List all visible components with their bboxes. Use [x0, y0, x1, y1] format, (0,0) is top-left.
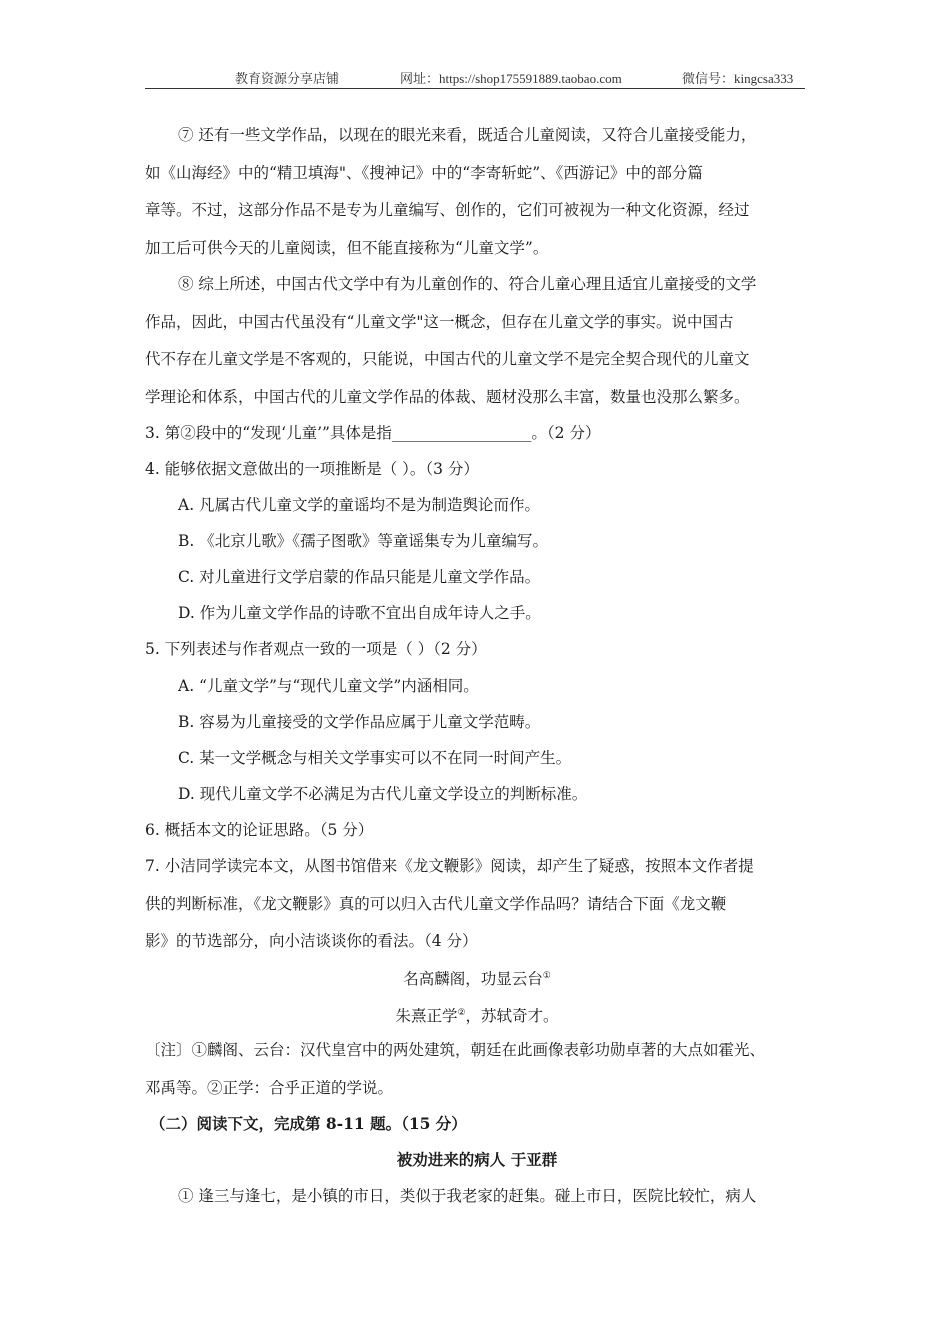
poem-line-2: 朱熹正学②，苏轼奇才。: [395, 1007, 559, 1026]
q4-option-a: A. 凡属古代儿童文学的童谣均不是为制造舆论而作。: [178, 496, 541, 514]
poem-line-1: 名高麟阁，功显云台①: [403, 970, 551, 989]
header-shop: 教育资源分享店铺: [235, 71, 340, 86]
para8-line2: 作品，因此，中国古代虽没有“儿童文学"这一概念，但存在儿童文学的事实。说中国古: [145, 313, 734, 331]
section-2-heading: （二）阅读下文，完成第 8-11 题。（15 分）: [150, 1114, 467, 1133]
para7-line3: 章等。不过，这部分作品不是专为儿童编写、创作的，它们可被视为一种文化资源，经过: [145, 201, 750, 219]
q5-option-b: B. 容易为儿童接受的文学作品应属于儿童文学范畴。: [178, 713, 541, 731]
para8-line3: 代不存在儿童文学是不客观的，只能说，中国古代的儿童文学不是完全契合现代的儿童文: [145, 350, 750, 368]
q4-option-c: C. 对儿童进行文学启蒙的作品只能是儿童文学作品。: [178, 568, 541, 586]
para7-line2: 如《山海经》中的“精卫填海"、《搜神记》中的“李寄斩蛇”、《西游记》中的部分篇: [145, 164, 703, 182]
para7-line1: ⑦ 还有一些文学作品，以现在的眼光来看，既适合儿童阅读，又符合儿童接受能力，: [178, 126, 757, 144]
para7-line4: 加工后可供今天的儿童阅读，但不能直接称为“儿童文学”。: [145, 239, 549, 257]
question-7-line3: 影》的节选部分，向小洁谈谈你的看法。（4 分）: [145, 932, 478, 950]
header-wechat: 微信号：kingcsa333: [682, 71, 794, 86]
q4-option-d: D. 作为儿童文学作品的诗歌不宜出自成年诗人之手。: [178, 604, 541, 622]
article-title: 被劝进来的病人 于亚群: [396, 1150, 558, 1169]
para8-line1: ⑧ 综上所述，中国古代文学中有为儿童创作的、符合儿童心理且适宜儿童接受的文学: [178, 275, 757, 293]
question-7-line1: 7. 小洁同学读完本文，从图书馆借来《龙文鞭影》阅读，却产生了疑惑，按照本文作者提: [145, 857, 754, 875]
q5-option-d: D. 现代儿童文学不必满足为古代儿童文学设立的判断标准。: [178, 785, 588, 803]
page-header: [145, 66, 805, 89]
question-5-stem: 5. 下列表述与作者观点一致的一项是（ ）（2 分）: [145, 640, 487, 658]
question-4-stem: 4. 能够依据文意做出的一项推断是（ ）。（3 分）: [145, 460, 479, 478]
para8-line4: 学理论和体系，中国古代的儿童文学作品的体裁、题材没那么丰富，数量也没那么繁多。: [145, 388, 750, 406]
article-para1-line1: ① 逢三与逢七，是小镇的市日，类似于我老家的赶集。碰上市日，医院比较忙，病人: [178, 1187, 757, 1205]
q5-option-c: C. 某一文学概念与相关文学事实可以不在同一时间产生。: [178, 749, 572, 767]
q5-option-a: A. “儿童文学”与“现代儿童文学”内涵相同。: [178, 677, 479, 695]
question-3: 3. 第②段中的“发现‘儿童’”具体是指__________________。（2 分）: [145, 424, 601, 442]
q4-option-b: B. 《北京儿歌》《孺子图歌》等童谣集专为儿童编写。: [178, 532, 548, 550]
question-6: 6. 概括本文的论证思路。（5 分）: [145, 821, 374, 839]
notes-line2: 邓禹等。②正学：合乎正道的学说。: [145, 1079, 394, 1097]
question-7-line2: 供的判断标准，《龙文鞭影》真的可以归入古代儿童文学作品吗？请结合下面《龙文鞭: [145, 895, 727, 913]
header-website: 网址：https://shop175591889.taobao.com: [400, 71, 622, 86]
notes-line1: 〔注〕①麟阁、云台：汉代皇宫中的两处建筑，朝廷在此画像表彰功勋卓著的大点如霍光、: [145, 1041, 766, 1059]
